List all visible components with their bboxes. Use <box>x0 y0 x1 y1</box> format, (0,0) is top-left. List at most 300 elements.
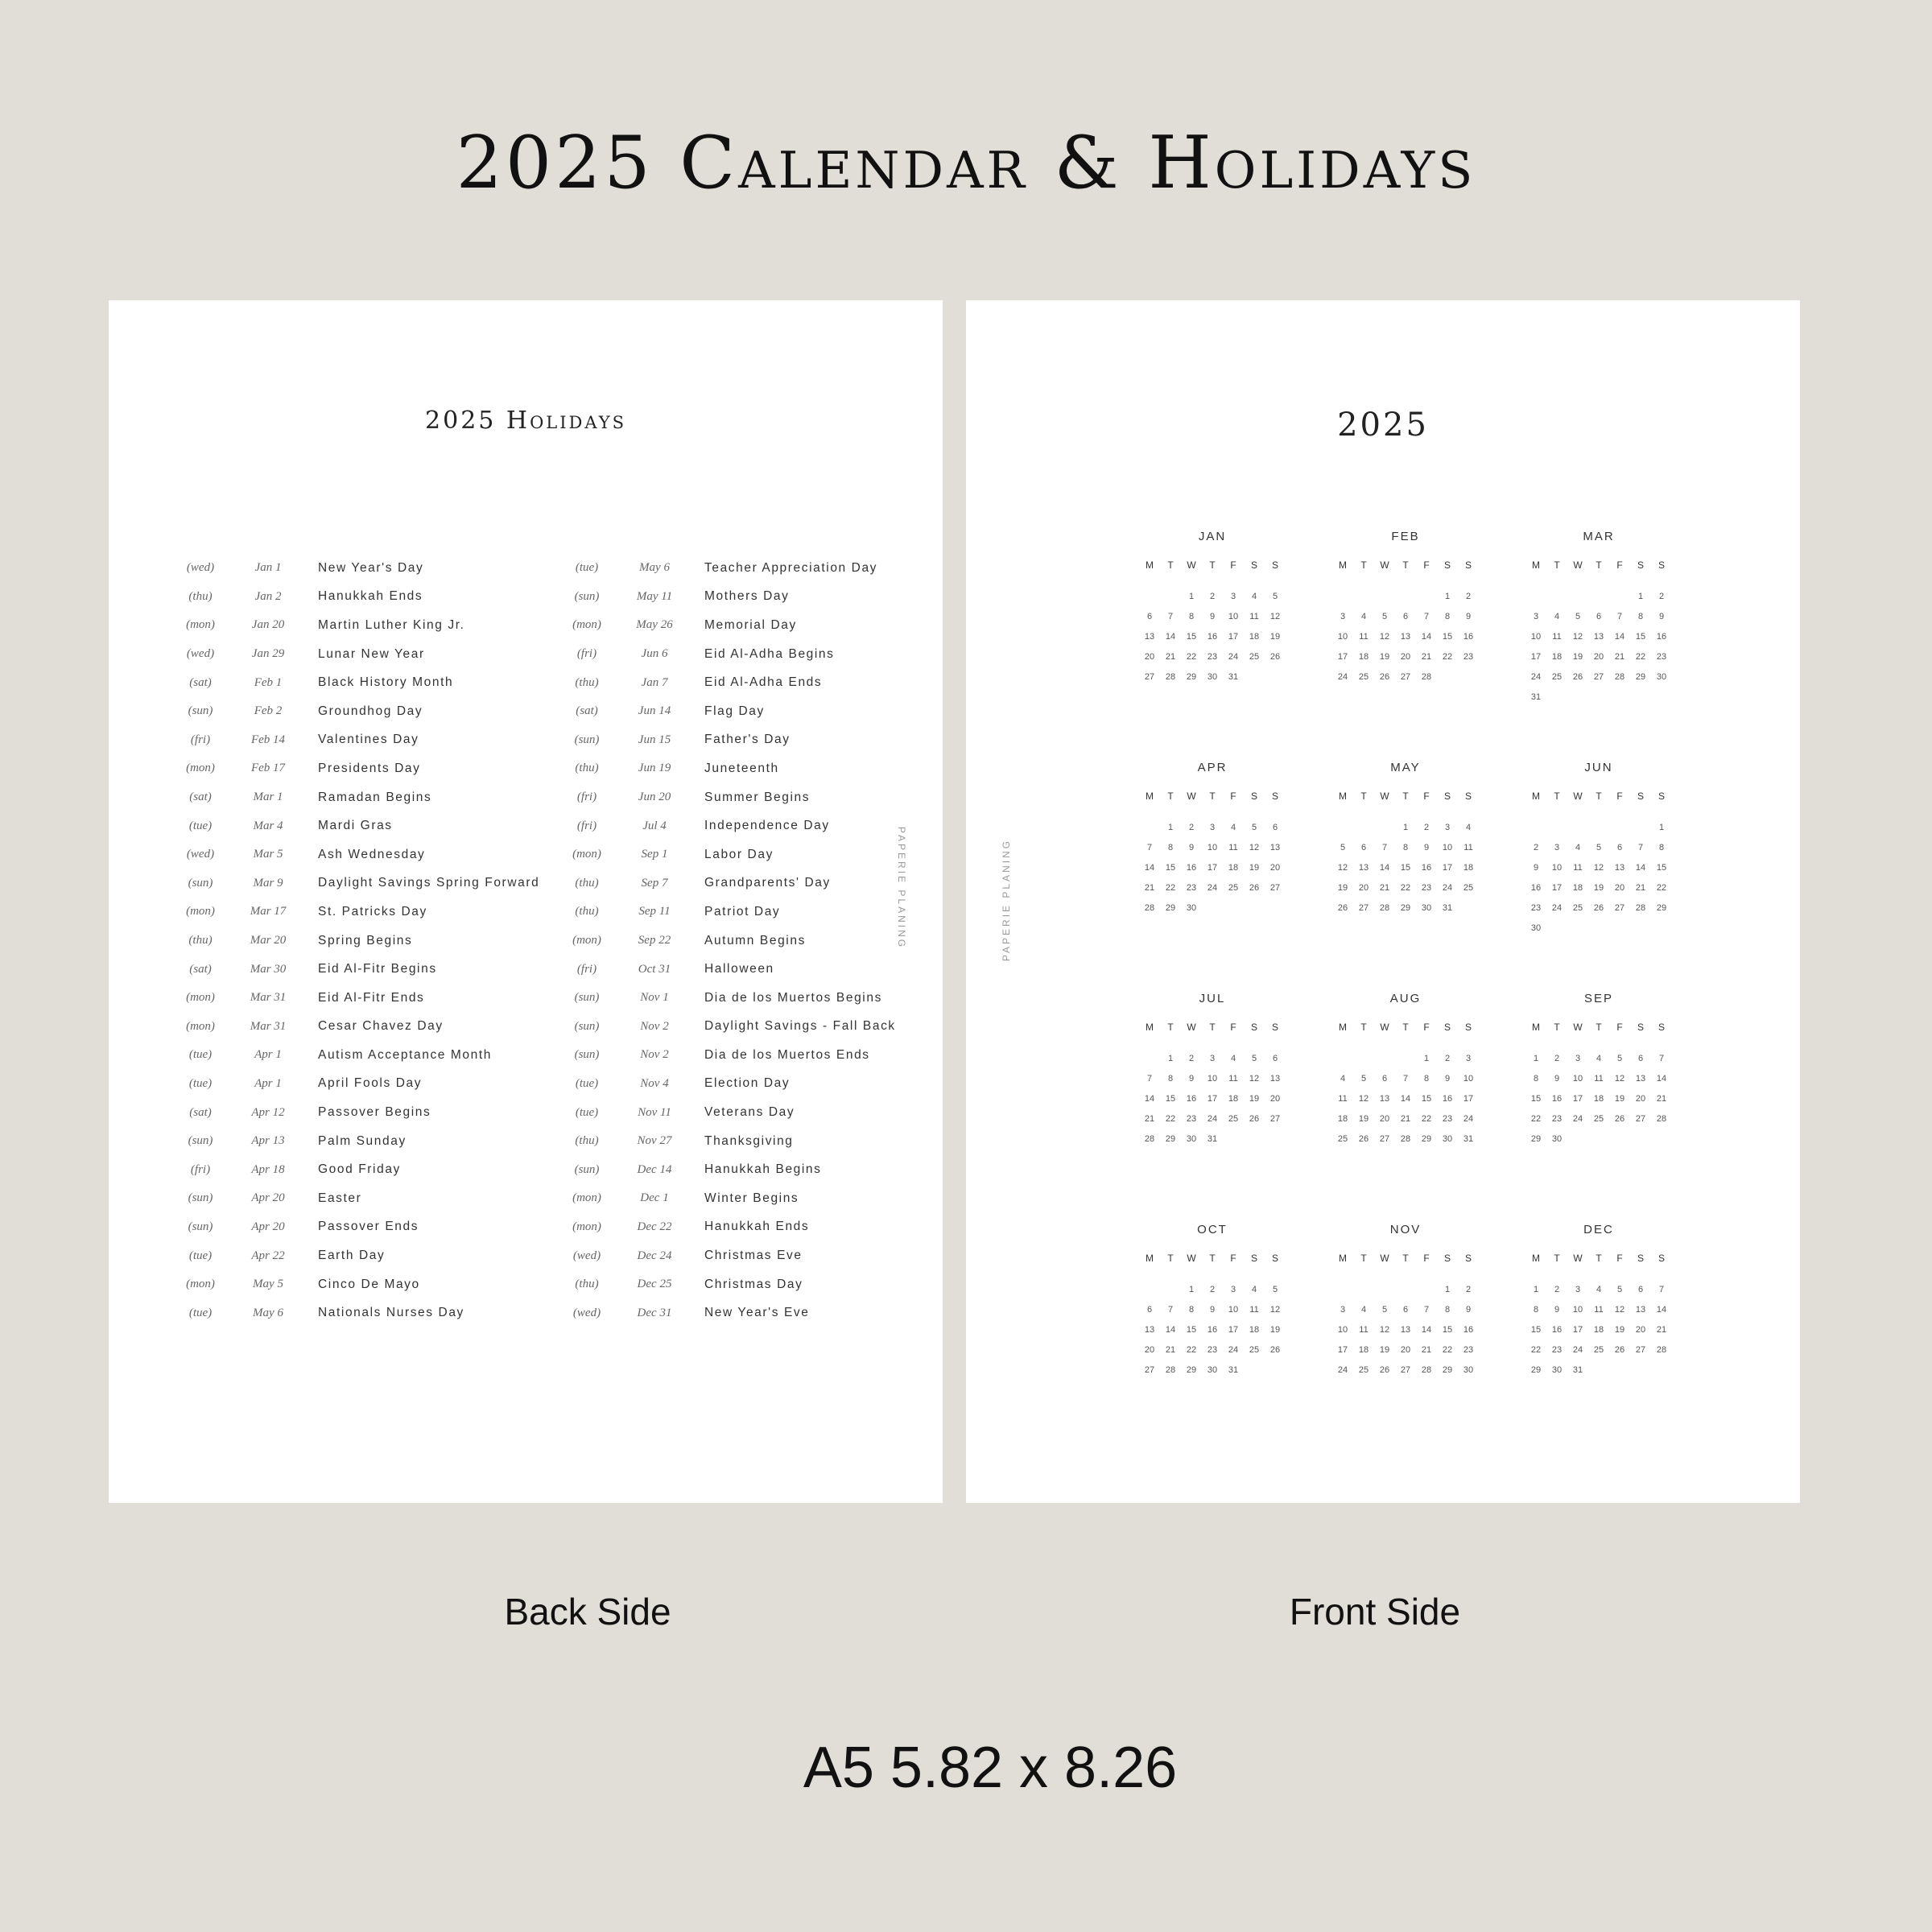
day-number: 20 <box>1269 863 1281 873</box>
weekday-label: T <box>1167 559 1174 571</box>
weekday-label: T <box>1209 791 1216 802</box>
day-number: 11 <box>1463 843 1473 852</box>
holiday-date: Feb 1 <box>254 675 283 689</box>
day-number: 13 <box>1614 863 1625 873</box>
day-number: 18 <box>1593 1094 1604 1104</box>
day-number: 17 <box>1572 1094 1583 1104</box>
day-number: 23 <box>1186 883 1197 893</box>
day-number: 4 <box>1360 1305 1367 1315</box>
weekday-label: S <box>1637 791 1644 802</box>
day-number: 29 <box>1165 1134 1176 1144</box>
holiday-date: Jun 6 <box>641 647 668 661</box>
day-number: 24 <box>1207 883 1218 893</box>
day-number: 11 <box>1249 612 1259 621</box>
holiday-row <box>551 611 930 640</box>
day-number: 31 <box>1228 672 1239 682</box>
day-grid <box>1139 1280 1332 1381</box>
day-number: 27 <box>1144 672 1155 682</box>
holiday-date: Mar 17 <box>250 905 287 919</box>
day-number: 6 <box>1272 1054 1278 1063</box>
day-number: 26 <box>1358 1134 1369 1144</box>
day-number: 23 <box>1186 1114 1197 1124</box>
day-number: 24 <box>1207 1114 1218 1124</box>
day-number: 19 <box>1249 863 1260 873</box>
day-number: 17 <box>1228 1325 1239 1335</box>
day-number: 16 <box>1551 1094 1563 1104</box>
holiday-row <box>551 1013 930 1042</box>
weekday-label: S <box>1250 1022 1257 1033</box>
day-number: 26 <box>1572 672 1583 682</box>
day-number: 12 <box>1593 863 1604 873</box>
weekday-label: S <box>1657 1253 1665 1264</box>
day-number: 19 <box>1614 1094 1625 1104</box>
holiday-date: Apr 22 <box>251 1249 285 1262</box>
day-number: 22 <box>1635 652 1646 662</box>
day-number: 30 <box>1421 903 1432 913</box>
month-calendar <box>1525 530 1719 761</box>
holiday-name: Palm Sunday <box>318 1133 407 1148</box>
holiday-name: Winter Begins <box>704 1191 799 1205</box>
day-number: 8 <box>1444 612 1451 621</box>
holiday-weekday: (mon) <box>186 905 215 919</box>
holiday-name: Memorial Day <box>704 617 797 632</box>
day-number: 14 <box>1656 1305 1667 1315</box>
day-number: 28 <box>1635 903 1646 913</box>
day-number: 9 <box>1554 1305 1560 1315</box>
holiday-date: Oct 31 <box>638 962 671 976</box>
day-number: 2 <box>1658 592 1665 601</box>
holiday-row <box>165 611 543 640</box>
holiday-date: Mar 31 <box>250 1019 287 1033</box>
day-number: 1 <box>1188 1285 1195 1294</box>
day-number: 23 <box>1207 652 1218 662</box>
weekday-label: W <box>1380 559 1389 571</box>
day-number: 1 <box>1658 823 1665 832</box>
weekday-header <box>1525 1022 1719 1039</box>
day-number: 21 <box>1614 652 1625 662</box>
holiday-weekday: (sun) <box>188 1220 213 1233</box>
day-number: 28 <box>1421 1365 1432 1375</box>
day-number: 11 <box>1359 1325 1368 1335</box>
holiday-row <box>551 1213 930 1242</box>
weekday-label: W <box>1187 1022 1196 1033</box>
holiday-name: Presidents Day <box>318 761 421 775</box>
weekday-label: F <box>1616 1022 1623 1033</box>
day-number: 7 <box>1658 1285 1665 1294</box>
weekday-header <box>1525 559 1719 577</box>
weekday-label: W <box>1187 791 1196 802</box>
weekday-label: W <box>1380 1253 1389 1264</box>
day-number: 26 <box>1249 883 1260 893</box>
day-number: 18 <box>1358 1345 1369 1355</box>
day-number: 4 <box>1230 1054 1236 1063</box>
weekday-label: M <box>1339 791 1347 802</box>
day-number: 26 <box>1379 672 1390 682</box>
empty-day-cell <box>1139 818 1160 838</box>
weekday-label: S <box>1637 559 1644 571</box>
weekday-label: M <box>1146 1022 1154 1033</box>
day-number: 5 <box>1272 1285 1278 1294</box>
day-number: 9 <box>1188 843 1195 852</box>
holiday-date: Jan 29 <box>251 647 285 661</box>
holiday-name: Father's Day <box>704 733 791 747</box>
day-number: 10 <box>1572 1074 1583 1084</box>
empty-day-cell <box>1353 818 1374 838</box>
day-number: 4 <box>1596 1054 1602 1063</box>
empty-day-cell <box>1630 818 1651 838</box>
weekday-label: S <box>1271 791 1278 802</box>
day-number: 17 <box>1207 863 1218 873</box>
day-number: 22 <box>1165 883 1176 893</box>
day-number: 20 <box>1635 1325 1646 1335</box>
month-name: MAR <box>1583 530 1615 543</box>
day-number: 19 <box>1379 1345 1390 1355</box>
day-number: 1 <box>1637 592 1644 601</box>
holiday-name: Juneteenth <box>704 761 779 775</box>
holiday-name: Christmas Day <box>704 1277 803 1291</box>
day-number: 21 <box>1165 1345 1176 1355</box>
day-number: 13 <box>1269 843 1281 852</box>
day-number: 24 <box>1572 1114 1583 1124</box>
day-number: 4 <box>1251 592 1257 601</box>
day-number: 17 <box>1337 652 1348 662</box>
weekday-label: S <box>1271 1022 1278 1033</box>
holiday-row <box>165 898 543 927</box>
day-number: 23 <box>1207 1345 1218 1355</box>
weekday-label: S <box>1250 1253 1257 1264</box>
day-number: 28 <box>1421 672 1432 682</box>
weekday-label: S <box>1464 559 1472 571</box>
holiday-name: Grandparents' Day <box>704 876 831 890</box>
holiday-date: Feb 14 <box>250 733 286 746</box>
holiday-weekday: (mon) <box>186 991 215 1005</box>
day-number: 14 <box>1656 1074 1667 1084</box>
day-number: 24 <box>1228 652 1239 662</box>
day-number: 1 <box>1533 1285 1539 1294</box>
day-number: 3 <box>1444 823 1451 832</box>
holiday-weekday: (sun) <box>574 991 600 1005</box>
weekday-header <box>1139 1022 1332 1039</box>
holiday-date: Apr 1 <box>254 1076 282 1090</box>
day-number: 22 <box>1442 1345 1453 1355</box>
weekday-label: W <box>1187 1253 1196 1264</box>
day-number: 19 <box>1269 1325 1281 1335</box>
holiday-name: Daylight Savings - Fall Back <box>704 1019 896 1034</box>
day-number: 7 <box>1637 843 1644 852</box>
day-grid <box>1525 1280 1719 1381</box>
holiday-weekday: (sat) <box>189 791 212 804</box>
day-number: 25 <box>1463 883 1474 893</box>
day-number: 7 <box>1167 612 1174 621</box>
day-number: 13 <box>1269 1074 1281 1084</box>
weekday-label: T <box>1554 1253 1560 1264</box>
holiday-date: Dec 25 <box>637 1278 672 1291</box>
day-number: 5 <box>1381 1305 1388 1315</box>
holiday-row <box>551 1041 930 1070</box>
holiday-row <box>551 927 930 956</box>
day-number: 6 <box>1360 843 1367 852</box>
weekday-label: T <box>1167 1022 1174 1033</box>
holiday-row <box>551 1155 930 1184</box>
holiday-weekday: (thu) <box>575 1134 599 1148</box>
holiday-name: Hanukkah Ends <box>704 1220 810 1234</box>
day-number: 9 <box>1209 1305 1216 1315</box>
day-number: 14 <box>1421 632 1432 642</box>
day-number: 27 <box>1358 903 1369 913</box>
day-number: 27 <box>1593 672 1604 682</box>
holiday-row <box>551 984 930 1013</box>
day-number: 8 <box>1188 1305 1195 1315</box>
back-side-caption: Back Side <box>504 1591 671 1633</box>
holiday-name: Nationals Nurses Day <box>318 1306 464 1320</box>
holiday-weekday: (wed) <box>186 561 215 575</box>
day-number: 26 <box>1593 903 1604 913</box>
holiday-weekday: (tue) <box>188 1249 213 1262</box>
day-number: 24 <box>1337 672 1348 682</box>
holiday-date: Mar 1 <box>253 791 283 804</box>
day-number: 15 <box>1442 632 1453 642</box>
brand-label: PAPERIE PLANING <box>896 826 907 950</box>
day-number: 27 <box>1400 1365 1411 1375</box>
day-number: 27 <box>1400 672 1411 682</box>
day-number: 16 <box>1207 1325 1218 1335</box>
holiday-row <box>551 583 930 612</box>
holiday-weekday: (tue) <box>188 1076 213 1090</box>
month-calendar <box>1525 992 1719 1223</box>
holiday-date: Nov 4 <box>640 1076 669 1090</box>
day-number: 25 <box>1551 672 1563 682</box>
empty-day-cell <box>1374 1280 1395 1300</box>
weekday-label: S <box>1464 791 1472 802</box>
day-number: 17 <box>1530 652 1542 662</box>
holiday-name: Good Friday <box>318 1162 401 1177</box>
day-number: 8 <box>1423 1074 1430 1084</box>
month-calendar <box>1139 530 1332 761</box>
holiday-name: Hanukkah Ends <box>318 589 423 604</box>
day-number: 28 <box>1379 903 1390 913</box>
holiday-name: Veterans Day <box>704 1105 795 1120</box>
weekday-label: T <box>1360 1253 1367 1264</box>
day-number: 6 <box>1637 1285 1644 1294</box>
day-number: 10 <box>1207 1074 1218 1084</box>
day-number: 25 <box>1337 1134 1348 1144</box>
holiday-weekday: (tue) <box>188 1306 213 1319</box>
day-number: 16 <box>1463 1325 1474 1335</box>
day-number: 29 <box>1400 903 1411 913</box>
day-number: 7 <box>1146 843 1153 852</box>
day-number: 30 <box>1442 1134 1453 1144</box>
holiday-date: Sep 11 <box>638 905 671 919</box>
day-number: 20 <box>1593 652 1604 662</box>
holiday-row <box>551 640 930 669</box>
empty-day-cell <box>1525 818 1546 838</box>
day-number: 27 <box>1379 1134 1390 1144</box>
day-number: 25 <box>1593 1345 1604 1355</box>
holiday-weekday: (mon) <box>186 1019 215 1033</box>
day-number: 28 <box>1165 1365 1176 1375</box>
holiday-date: Jun 20 <box>638 791 671 804</box>
day-number: 2 <box>1209 592 1216 601</box>
day-number: 2 <box>1554 1054 1560 1063</box>
weekday-header <box>1525 791 1719 808</box>
holiday-weekday: (thu) <box>575 905 599 919</box>
day-number: 17 <box>1442 863 1453 873</box>
day-number: 30 <box>1551 1134 1563 1144</box>
day-number: 13 <box>1593 632 1604 642</box>
day-number: 15 <box>1530 1094 1542 1104</box>
day-number: 20 <box>1269 1094 1281 1104</box>
holiday-date: Jun 19 <box>638 762 671 775</box>
calendar-year-title: 2025 <box>1337 407 1429 444</box>
holiday-row <box>165 726 543 755</box>
day-number: 4 <box>1596 1285 1602 1294</box>
holiday-date: Apr 18 <box>251 1162 285 1176</box>
day-number: 3 <box>1465 1054 1472 1063</box>
holiday-weekday: (mon) <box>572 1191 601 1205</box>
day-number: 27 <box>1635 1345 1646 1355</box>
day-number: 8 <box>1167 843 1174 852</box>
holiday-weekday: (mon) <box>186 618 215 632</box>
day-number: 28 <box>1400 1134 1411 1144</box>
weekday-label: M <box>1339 559 1347 571</box>
day-number: 22 <box>1442 652 1453 662</box>
month-name: DEC <box>1583 1223 1614 1236</box>
empty-day-cell <box>1139 1280 1160 1300</box>
day-number: 19 <box>1572 652 1583 662</box>
holiday-weekday: (fri) <box>576 962 597 976</box>
month-calendar <box>1139 1223 1332 1454</box>
day-number: 22 <box>1400 883 1411 893</box>
day-number: 14 <box>1379 863 1390 873</box>
day-number: 14 <box>1165 632 1176 642</box>
holiday-row <box>551 1298 930 1327</box>
day-number: 9 <box>1465 612 1472 621</box>
day-number: 3 <box>1209 823 1216 832</box>
holiday-row <box>165 1298 543 1327</box>
day-number: 18 <box>1249 632 1260 642</box>
day-number: 3 <box>1230 1285 1236 1294</box>
day-number: 6 <box>1616 843 1623 852</box>
holiday-row <box>165 1041 543 1070</box>
day-number: 30 <box>1530 923 1542 933</box>
weekday-label: T <box>1360 791 1367 802</box>
day-number: 5 <box>1251 823 1257 832</box>
weekday-label: T <box>1554 1022 1560 1033</box>
holiday-date: Dec 14 <box>637 1162 672 1176</box>
day-number: 16 <box>1551 1325 1563 1335</box>
month-name: NOV <box>1389 1223 1422 1236</box>
holiday-row <box>165 640 543 669</box>
holiday-weekday: (sat) <box>576 704 598 718</box>
day-number: 26 <box>1269 1345 1281 1355</box>
day-number: 14 <box>1144 1094 1155 1104</box>
day-number: 21 <box>1165 652 1176 662</box>
holiday-name: Teacher Appreciation Day <box>704 560 878 575</box>
weekday-label: S <box>1250 791 1257 802</box>
weekday-label: S <box>1443 1022 1451 1033</box>
day-number: 14 <box>1165 1325 1176 1335</box>
holiday-row <box>165 583 543 612</box>
holiday-weekday: (wed) <box>572 1249 601 1262</box>
empty-day-cell <box>1160 587 1181 607</box>
day-number: 14 <box>1144 863 1155 873</box>
holiday-weekday: (fri) <box>576 647 597 661</box>
holiday-name: Thanksgiving <box>704 1133 794 1148</box>
day-number: 1 <box>1167 823 1174 832</box>
weekday-label: T <box>1167 1253 1174 1264</box>
weekday-label: W <box>1187 559 1196 571</box>
holiday-date: Jun 15 <box>638 733 671 746</box>
day-number: 26 <box>1614 1345 1625 1355</box>
weekday-label: M <box>1532 559 1540 571</box>
holiday-row <box>165 1127 543 1156</box>
day-number: 25 <box>1228 883 1239 893</box>
day-number: 7 <box>1167 1305 1174 1315</box>
day-number: 23 <box>1551 1114 1563 1124</box>
holiday-weekday: (wed) <box>186 647 215 661</box>
day-number: 27 <box>1144 1365 1155 1375</box>
day-number: 29 <box>1421 1134 1432 1144</box>
day-number: 28 <box>1144 903 1155 913</box>
month-calendar <box>1139 992 1332 1223</box>
day-number: 15 <box>1442 1325 1453 1335</box>
empty-day-cell <box>1160 1280 1181 1300</box>
day-number: 19 <box>1358 1114 1369 1124</box>
day-number: 19 <box>1337 883 1348 893</box>
day-number: 23 <box>1442 1114 1453 1124</box>
day-number: 21 <box>1421 652 1432 662</box>
holiday-row <box>551 1184 930 1213</box>
day-number: 3 <box>1575 1285 1581 1294</box>
day-number: 17 <box>1572 1325 1583 1335</box>
holiday-row <box>165 1098 543 1127</box>
empty-day-cell <box>1395 1280 1416 1300</box>
day-number: 9 <box>1209 612 1216 621</box>
day-grid <box>1139 587 1332 687</box>
month-calendar <box>1525 761 1719 992</box>
holiday-name: Ash Wednesday <box>318 847 426 861</box>
day-number: 13 <box>1379 1094 1390 1104</box>
weekday-label: F <box>1230 791 1236 802</box>
day-number: 1 <box>1167 1054 1174 1063</box>
holiday-name: Christmas Eve <box>704 1249 803 1263</box>
holiday-weekday: (thu) <box>188 934 213 947</box>
day-number: 13 <box>1400 1325 1411 1335</box>
holiday-name: Earth Day <box>318 1249 386 1263</box>
day-grid <box>1332 818 1525 919</box>
day-number: 21 <box>1656 1094 1667 1104</box>
day-number: 26 <box>1249 1114 1260 1124</box>
weekday-label: T <box>1554 559 1560 571</box>
holiday-date: Apr 20 <box>251 1191 285 1205</box>
holiday-weekday: (sun) <box>188 1134 213 1148</box>
day-number: 19 <box>1269 632 1281 642</box>
weekday-label: F <box>1230 559 1236 571</box>
day-number: 24 <box>1551 903 1563 913</box>
holiday-weekday: (thu) <box>575 762 599 775</box>
day-number: 14 <box>1614 632 1625 642</box>
holiday-name: Cinco De Mayo <box>318 1277 420 1291</box>
day-number: 20 <box>1358 883 1369 893</box>
holiday-row <box>165 1070 543 1099</box>
day-number: 18 <box>1551 652 1563 662</box>
holiday-row <box>551 1070 930 1099</box>
empty-day-cell <box>1609 818 1630 838</box>
holiday-row <box>551 668 930 697</box>
day-number: 4 <box>1554 612 1560 621</box>
holiday-row <box>551 554 930 583</box>
day-number: 19 <box>1614 1325 1625 1335</box>
